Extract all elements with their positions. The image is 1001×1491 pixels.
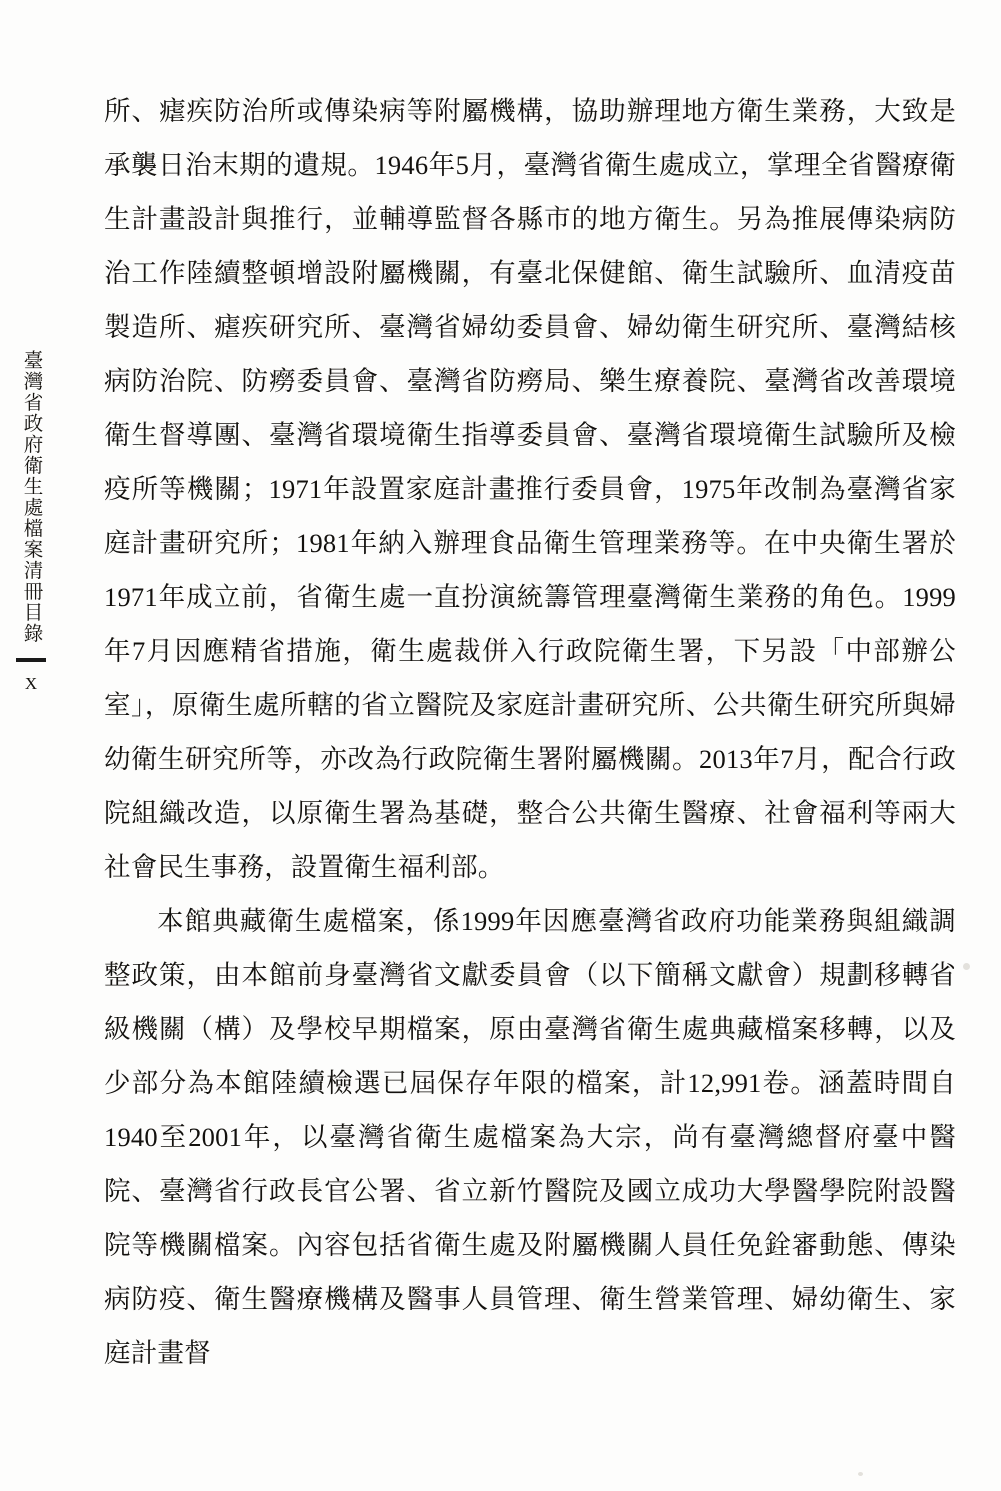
paragraph-2: 本館典藏衛生處檔案，係1999年因應臺灣省政府功能業務與組織調整政策，由本館前身臺灣省文獻委員會（以下簡稱文獻會）規劃移轉省級機關（構）及學校早期檔案，原由臺灣省衛生處典藏檔案移轉，以及少部分為本館陸續檢選已屆保存年限的檔案，計12,991卷。涵蓋時間自1940至2001年，以臺灣省衛生處檔案為大宗，尚有臺灣總督府臺中醫院、臺灣省行政長官公署、省立新竹醫院及國立成功大學醫學院附設醫院等機關檔案。內容包括省衛生處及附屬機關人員任免銓審動態、傳染病防疫、衛生醫療機構及醫事人員管理、衛生營業管理、婦幼衛生、家庭計畫督 bbox=[104, 906, 956, 1368]
page-folio: X bbox=[24, 674, 38, 693]
side-running-head-text: 臺灣省政府衛生處檔案清冊目錄 bbox=[20, 350, 42, 644]
scan-speck bbox=[858, 1472, 863, 1476]
side-running-head bbox=[8, 350, 54, 694]
side-rule-divider bbox=[16, 658, 46, 662]
paragraph-1: 所、瘧疾防治所或傳染病等附屬機構，協助辦理地方衛生業務，大致是承襲日治末期的遺規。1946年5月，臺灣省衛生處成立，掌理全省醫療衛生計畫設計與推行，並輔導監督各縣市的地方衛生。另為推展傳染病防治工作陸續整頓增設附屬機關，有臺北保健館、衛生試驗所、血清疫苗製造所、瘧疾研究所、臺灣省婦幼委員會、婦幼衛生研究所、臺灣結核病防治院、防癆委員會、臺灣省防癆局、樂生療養院、臺灣省改善環境衛生督導團、臺灣省環境衛生指導委員會、臺灣省環境衛生試驗所及檢疫所等機關；1971年設置家庭計畫推行委員會，1975年改制為臺灣省家庭計畫研究所；1981年納入辦理食品衛生管理業務等。在中央衛生署於1971年成立前，省衛生處一直扮演統籌管理臺灣衛生業務的角色。1999年7月因應精省措施，衛生處裁併入行政院衛生署，下另設「中部辦公室」，原衛生處所轄的省立醫院及家庭計畫研究所、公共衛生研究所與婦幼衛生研究所等，亦改為行政院衛生署附屬機關。2013年7月，配合行政院組織改造，以原衛生署為基礎，整合公共衛生醫療、社會福利等兩大社會民生事務，設置衛生福利部。 bbox=[104, 96, 956, 882]
body-text-column bbox=[104, 84, 956, 1380]
scan-speck bbox=[963, 963, 970, 970]
